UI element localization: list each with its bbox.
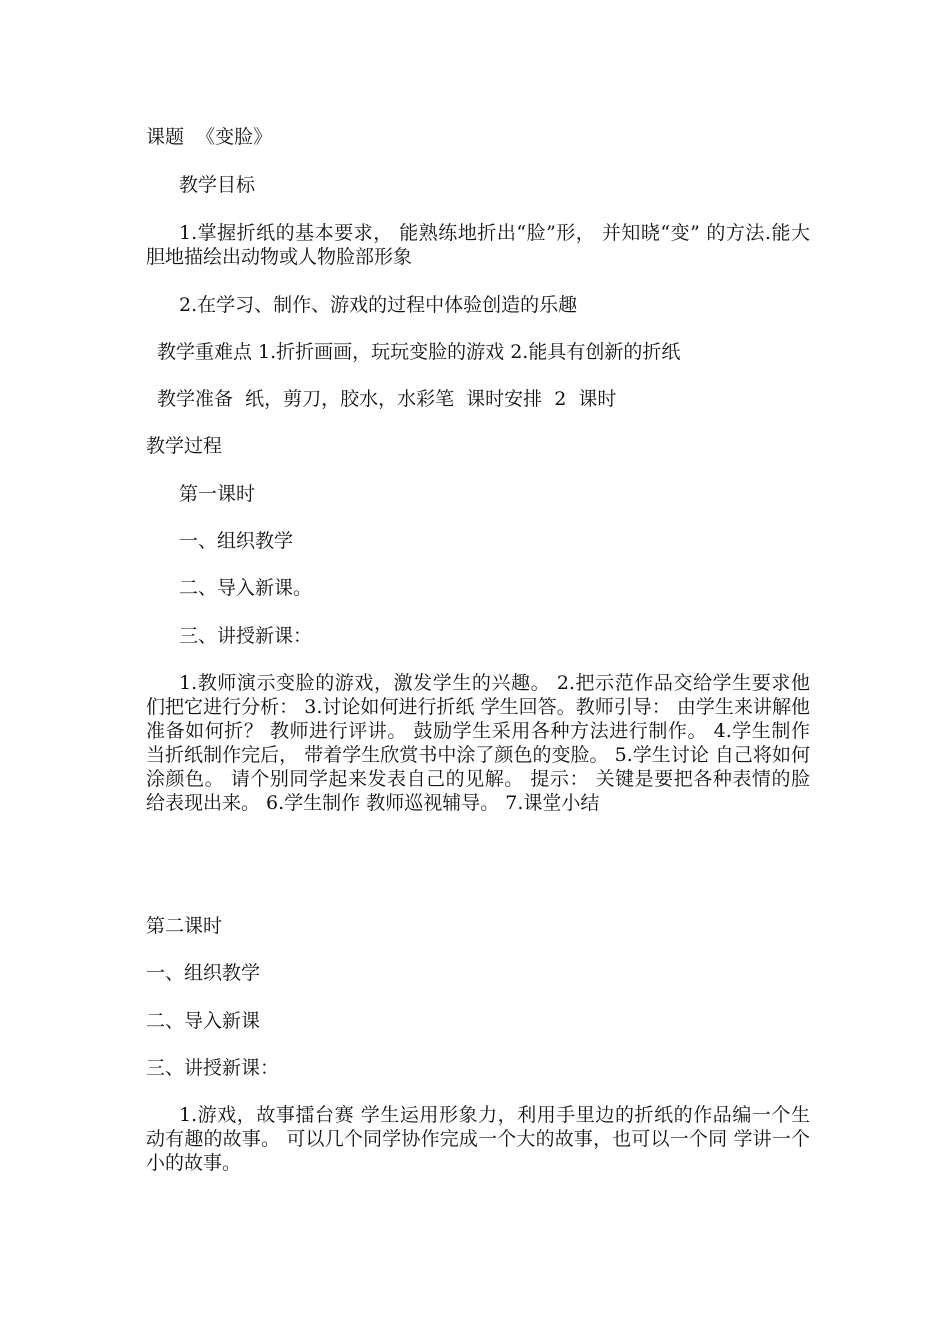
lesson1-heading: 第一课时	[179, 483, 256, 505]
lesson2-body: 1.游戏，故事擂台赛 学生运用形象力，利用手里边的折纸的作品编一个生 动有趣的故事。 可以几个同学协作完成一个大的故事，也可以一个同 学讲一个小的故事。	[146, 1104, 810, 1174]
objective-heading: 教学目标	[179, 174, 256, 196]
objective-item-1: 1.掌握折纸的基本要求， 能熟练地折出“脸”形， 并知晓“变” 的方法.能大胆地描绘出动物或人物脸部形象	[146, 222, 810, 268]
lesson2-step-intro: 二、导入新课	[146, 1010, 261, 1032]
lesson1-step-organize: 一、组织教学	[179, 530, 294, 552]
lesson2-heading: 第二课时	[146, 915, 223, 937]
lesson1-step-teach: 三、讲授新课：	[179, 625, 313, 647]
lesson1-step-intro: 二、导入新课。	[179, 577, 313, 599]
key-points: 教学重难点 1.折折画画，玩玩变脸的游戏 2.能具有创新的折纸	[157, 341, 681, 363]
process-heading: 教学过程	[146, 435, 223, 457]
preparation: 教学准备 纸，剪刀，胶水，水彩笔 课时安排 2 课时	[157, 388, 617, 410]
lesson-title: 课题 《变脸》	[146, 126, 273, 148]
objective-item-2: 2.在学习、制作、游戏的过程中体验创造的乐趣	[179, 294, 578, 316]
lesson1-body: 1.教师演示变脸的游戏，激发学生的兴趣。 2.把示范作品交给学生要求他们把它进行分析： 3.讨论如何进行折纸 学生回答。教师引导： 由学生来讲解他准备如何折？ 教师进行评讲。 鼓励学生采用各种方法进行制作。 4.学生制作 当折纸制作完后， 带着学生欣赏书中涂了颜色的变脸。 5.学生讨论 自己将如何涂颜色。 请个别同学起来发表自己的见解。 提示： 关键是要把各种表情的脸给表现出来。 6.学生制作 教师巡视辅导。 7.课堂小结	[146, 672, 810, 814]
lesson2-step-teach: 三、讲授新课：	[146, 1057, 280, 1079]
lesson2-step-organize: 一、组织教学	[146, 962, 261, 984]
